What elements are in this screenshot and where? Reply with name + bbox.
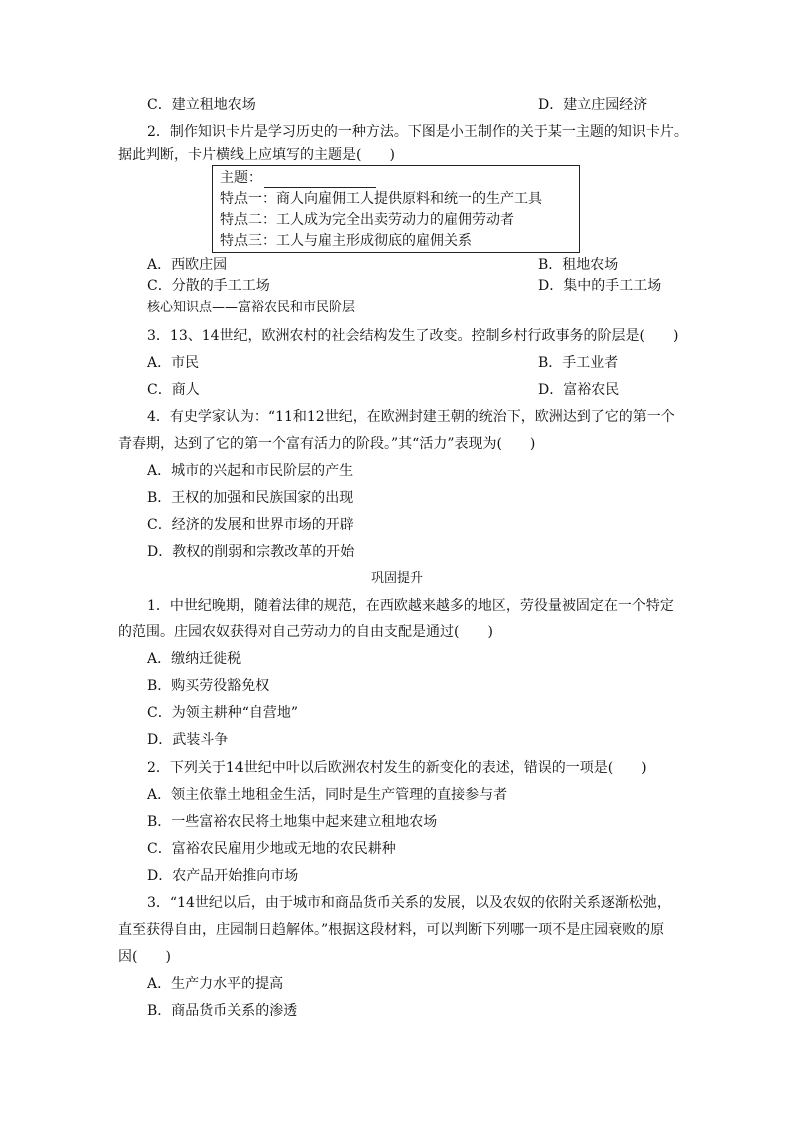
q4-option-c: C．经济的发展和世界市场的开辟 bbox=[147, 517, 354, 533]
p2-q2-option-c: C．富裕农民雇用少地或无地的农民耕种 bbox=[147, 841, 396, 857]
q3-option-a: A．市民 bbox=[147, 355, 200, 371]
q4-option-a: A．城市的兴起和市民阶层的产生 bbox=[147, 463, 354, 479]
q1-option-c: C．建立租地农场 bbox=[147, 97, 256, 113]
p2-q3-stem-line2: 直至获得自由，庄园制日趋解体。”根据这段材料，可以判断下列哪一项不是庄园衰败的原 bbox=[118, 922, 665, 938]
knowledge-card bbox=[212, 165, 580, 253]
q3-option-b: B．手工业者 bbox=[538, 355, 619, 371]
q2-stem-line2: 据此判断，卡片横线上应填写的主题是( ) bbox=[118, 147, 395, 163]
q2-option-d: D．集中的手工工场 bbox=[538, 278, 662, 294]
q1-option-d: D．建立庄园经济 bbox=[538, 97, 648, 113]
q2-option-c: C．分散的手工工场 bbox=[147, 278, 270, 294]
p2-q2-option-b: B．一些富裕农民将土地集中起来建立租地农场 bbox=[147, 814, 438, 830]
card-feature-3: 特点三：工人与雇主形成彻底的雇佣关系 bbox=[220, 233, 472, 249]
p2-q2-stem: 2．下列关于14世纪中叶以后欧洲农村发生的新变化的表述，错误的一项是( ) bbox=[147, 760, 647, 776]
q4-option-b: B．王权的加强和民族国家的出现 bbox=[147, 490, 354, 506]
q2-option-b: B．租地农场 bbox=[538, 257, 619, 273]
card-feature-2: 特点二：工人成为完全出卖劳动力的雇佣劳动者 bbox=[220, 212, 514, 228]
p2-q1-option-b: B．购买劳役豁免权 bbox=[147, 678, 270, 694]
p2-q1-stem-line2: 的范围。庄园农奴获得对自己劳动力的自由支配是通过( ) bbox=[118, 624, 493, 640]
p2-q1-option-c: C．为领主耕种“自营地” bbox=[147, 705, 299, 721]
p2-q2-option-a: A．领主依靠土地租金生活，同时是生产管理的直接参与者 bbox=[147, 787, 508, 803]
q4-option-d: D．教权的削弱和宗教改革的开始 bbox=[147, 544, 355, 560]
q2-stem-line1: 2．制作知识卡片是学习历史的一种方法。下图是小王制作的关于某一主题的知识卡片。 bbox=[147, 124, 688, 140]
core-knowledge-heading: 核心知识点——富裕农民和市民阶层 bbox=[147, 300, 356, 315]
p2-q3-stem-line3: 因( ) bbox=[118, 949, 171, 965]
p2-q2-option-d: D．农产品开始推向市场 bbox=[147, 868, 299, 884]
p2-q3-stem-line1: 3．“14世纪以后，由于城市和商品货币关系的发展，以及农奴的依附关系逐渐松弛， bbox=[147, 895, 671, 911]
card-feature-1: 特点一：商人向雇佣工人提供原料和统一的生产工具 bbox=[220, 191, 542, 207]
card-topic-label: 主题： bbox=[220, 170, 262, 186]
consolidation-heading: 巩固提升 bbox=[370, 571, 423, 586]
q4-stem-line2: 青春期，达到了它的第一个富有活力的阶段。”其“活力”表现为( ) bbox=[118, 436, 536, 452]
p2-q1-stem-line1: 1．中世纪晚期，随着法律的规范，在西欧越来越多的地区，劳役量被固定在一个特定 bbox=[147, 598, 674, 614]
q4-stem-line1: 4．有史学家认为：“11和12世纪，在欧洲封建王朝的统治下，欧洲达到了它的第一个 bbox=[147, 409, 675, 425]
p2-q1-option-d: D．武装斗争 bbox=[147, 732, 229, 748]
p2-q3-option-a: A．生产力水平的提高 bbox=[147, 976, 284, 992]
q3-option-c: C．商人 bbox=[147, 382, 200, 398]
q3-option-d: D．富裕农民 bbox=[538, 382, 620, 398]
card-topic-blank bbox=[264, 173, 376, 188]
p2-q3-option-b: B．商品货币关系的渗透 bbox=[147, 1003, 298, 1019]
p2-q1-option-a: A．缴纳迁徙税 bbox=[147, 651, 242, 667]
card-topic-row bbox=[220, 168, 376, 188]
q2-option-a: A．西欧庄园 bbox=[147, 257, 228, 273]
q3-stem: 3．13、14世纪，欧洲农村的社会结构发生了改变。控制乡村行政事务的阶层是( ) bbox=[147, 328, 679, 344]
